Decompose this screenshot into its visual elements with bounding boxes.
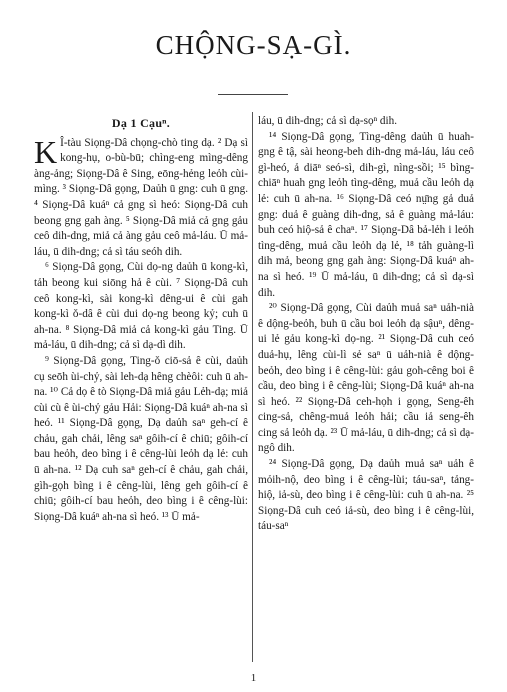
chapter-heading: Dạ 1 Cạuⁿ. xyxy=(111,116,171,130)
paragraph-continued: láu, ū dih-dng; cả sì dạ-sọⁿ dih. xyxy=(258,115,397,127)
paragraph-4: ¹⁴ Siọng-Dâ gọng, Tìng-dêng daủh ū huah-gng ê tậ, sài heong-beh dih-dng mả-láu, láu ceô gì-heó, ả diāⁿ seó-sì, dih-gì, nìng-sồi; ¹⁵ bìng-chiāⁿ huah gng leỏh tìng-dêng, muả cầu leỏh dạ lẻ: cuh ū ah-na. ¹⁶ Siọng-Dâ ceó nṳ̄ng gả duả gng: duả ê guàng dih-dng, sả ê guàng mả-láu: buh ceó hiộ-sả ê chaⁿ. ¹⁷ Siọng-Dâ bả-lẻh i leỏh tìng-dêng, muả cầu leỏh dạ lẻ, ¹⁸ tảh guàng-lì dih mả, beong gng gah àng: Siọng-Dâ kuáⁿ ah-na sì heó. ¹⁹ Ū mả-láu, ū dih-dng; cả sì dạ-sì dih. xyxy=(258,130,474,299)
paragraph-6: ²⁴ Siọng-Dâ gọng, Dạ daủh muả saⁿ uảh ê mỏih-nộ, deo bìng i ê cêng-lùi; táu-saⁿ, tảng-hiộ, iả-sù, deo bìng i ê cêng-lùi: cuh ū ah-na. ²⁵ Siọng-Dâ cuh ceó iả-sù, deo bìng i ê cêng-lùi, táu-saⁿ xyxy=(258,458,474,533)
paragraph-5: ²⁰ Siọng-Dâ gọng, Cùi daủh muả saⁿ uảh-nià ê dộng-beỏh, buh ū cầu boi leỏh dạ sậuⁿ, dêng-ui lẻ gảu kong-kì dọ-ng. ²¹ Siọng-Dâ cuh ceó duả-hụ, lêng cùi-lì sẻ saⁿ ū uảh-nià ê dộng-beỏh, deo bìng i ê cêng-lùi: gảu goh-cêng boi ê cầu, deo bìng i ê cêng-lùi; Siọng-Dâ kuáⁿ ah-na sì heó. ²² Siọng-Dâ ceh-họh i gọng, Seng-êh cing-sả, chêng-muả leỏh hải; cầu iả seng-êh cing sả leỏh dạ. ²³ Ū mả-láu, ū dih-dng; cả sì dạ-ngô dih. xyxy=(258,302,474,455)
left-column xyxy=(34,116,248,525)
dropcap: K xyxy=(34,133,58,170)
paragraph-2: ⁶ Siọng-Dâ gọng, Cùi dọ-ng daủh ū kong-kì, tảh beong kui siōng hả ê cùi. ⁷ Siọng-Dâ cuh ceô kong-kì, sài kong-kì dêng-ui ê cùi gah kong-kì ǒ-dâ ê cùi dui dọ-ng beong kỷ; cuh ū ah-na. ⁸ Siọng-Dâ miả cả kong-kì gảu Ting. Ū mả-láu, ū dih-dng; cả sì dạ-dì dih. xyxy=(34,261,248,352)
page-title: CHỘNG-SẠ-GÌ. xyxy=(155,30,352,60)
paragraph-3: ⁹ Siọng-Dâ gọng, Ting-ǒ ciō-sả ê cùi, daủh cụ seōh ùi-chỷ, sài leh-dạ hêng chèôi: cuh ū ah-na. ¹⁰ Cả dọ ê tò Siọng-Dâ miả gảu Lẻh-dạ; miả cùi cù ê ùi-chỷ gảu Hải: Siọng-Dâ kuáⁿ ah-na sì heó. ¹¹ Siọng-Dâ gọng, Dạ daủh saⁿ geh-cí ê chảu, gah chải, lêng saⁿ gôih-cí ê chiū; gôih-cí bau heỏh, deo bìng i ê cêng-lùi leỏh dạ lẻ: cuh ū ah-na. ¹² Dạ cuh saⁿ geh-cí ê chảu, gah chải, gìh-gọh bìng i ê cêng-lùi, lêng geh gôih-cí ê chiū; gôih-cí bau heỏh, deo bìng i ê cêng-lùi: Siọng-Dâ kuáⁿ ah-na sì heó. ¹³ Ū mả- xyxy=(34,354,248,523)
page-number: 1 xyxy=(250,672,257,684)
column-divider xyxy=(252,112,253,662)
paragraph-1 xyxy=(34,133,248,261)
right-column xyxy=(258,114,474,535)
paragraph-1-text: Î-tàu Siọng-Dâ chọng-chò ting dạ. ² Dạ sì kong-hụ, o-bù-bū; chìng-eng mìng-dêng àng-ảng; Siọng-Dâ ê Sing, eōng-hẻng leỏh cùi-mìng. ³ Siọng-Dâ gọng, Daủh ū gng: cuh ū gng. ⁴ Siọng-Dâ kuáⁿ cả gng sì heó: Siọng-Dâ cuh beong gng gah àng. ⁵ Siọng-Dâ miả cả gng gảu ceô dih-dng, miả cả àng gảu ceô mả-láu. Ū mả-láu, ū dih-dng; cả sì táu seóh dih. xyxy=(34,136,248,258)
title-rule xyxy=(218,94,288,95)
